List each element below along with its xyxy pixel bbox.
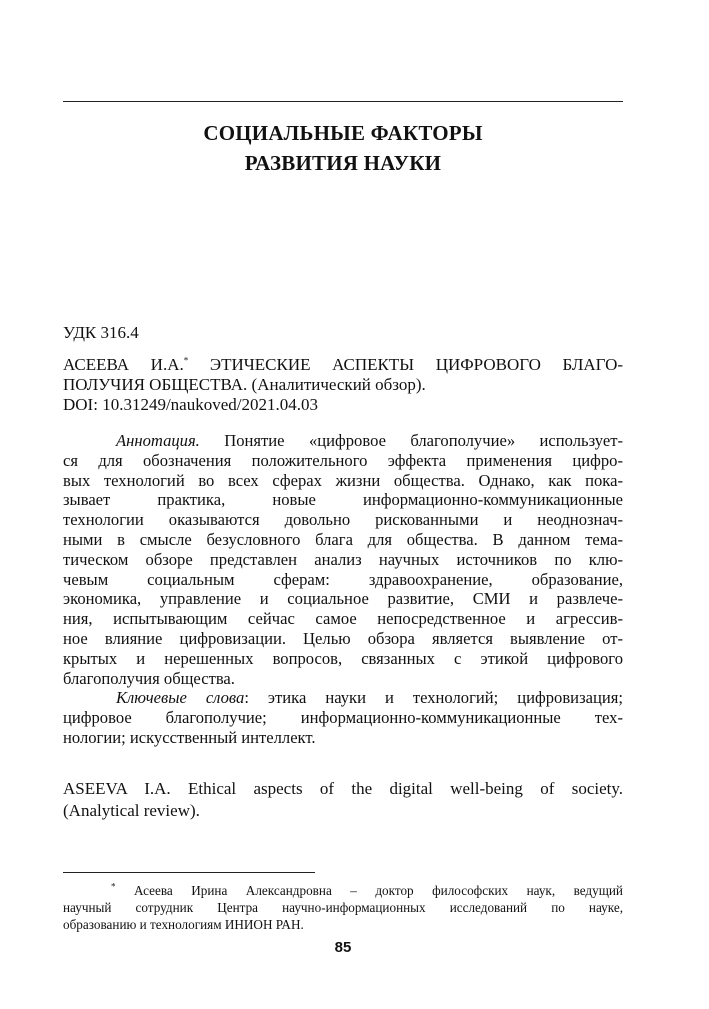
abstract-line: [63, 431, 623, 451]
english-title: [63, 778, 623, 822]
abstract-line: крытых и нерешенных вопросов, связанных с этикой цифрового: [63, 648, 623, 668]
footnote: [63, 882, 623, 933]
english-title-line-2: (Analytical review).: [63, 801, 200, 820]
english-title-line-1: ASEEVA I.A. Ethical aspects of the digital well-being of society.: [63, 779, 623, 798]
abstract-line: ными в смысле безусловного блага для общества. В данном тема-: [63, 529, 623, 549]
abstract-first-line-text: Понятие «цифровое благополучие» использует-: [224, 431, 623, 450]
abstract: [63, 431, 623, 748]
article-heading: [63, 355, 623, 415]
footnote-line: [63, 882, 623, 899]
abstract-line: ния, испытывающим сейчас самое непосредственное и агрессив-: [63, 609, 623, 629]
keywords-line: нологии; искусственный интеллект.: [63, 727, 316, 747]
article-title-part-1: ЭТИЧЕСКИЕ АСПЕКТЫ ЦИФРОВОГО БЛАГО-: [209, 355, 624, 374]
footnote-marker: *: [111, 881, 116, 892]
author-footnote-marker: *: [183, 355, 189, 366]
abstract-line: ное влияние цифровизации. Целью обзора является выявление от-: [63, 628, 623, 648]
section-title-line-2: РАЗВИТИЯ НАУКИ: [244, 151, 442, 175]
udk-code: УДК 316.4: [63, 323, 139, 342]
abstract-label: Аннотация.: [116, 431, 200, 450]
footnote-rule: [63, 872, 315, 873]
section-title-line-1: СОЦИАЛЬНЫЕ ФАКТОРЫ: [203, 121, 483, 145]
footnote-line: образованию и технологиям ИНИОН РАН.: [63, 917, 304, 932]
article-title-line-2: ПОЛУЧИЯ ОБЩЕСТВА. (Аналитический обзор).: [63, 375, 426, 394]
abstract-line: вых технологий во всех сферах жизни общества. Однако, как пока-: [63, 470, 623, 490]
abstract-line: ся для обозначения положительного эффекта применения цифро-: [63, 450, 623, 470]
abstract-line: экономика, управление и социальное развитие, СМИ и развлече-: [63, 589, 623, 609]
top-rule: [63, 101, 623, 102]
abstract-line: зывает практика, новые информационно-коммуникационные: [63, 490, 623, 510]
abstract-line: технологии оказываются довольно рискованными и неоднознач-: [63, 510, 623, 530]
keywords-first-line-text: : этика науки и технологий; цифровизация;: [244, 688, 623, 708]
abstract-line: чевым социальным сферам: здравоохранение, образование,: [63, 569, 623, 589]
keywords-line: цифровое благополучие; информационно-коммуникационные тех-: [63, 708, 623, 728]
section-title: [63, 118, 623, 178]
keywords-line: [63, 688, 623, 708]
article-doi: DOI: 10.31249/naukoved/2021.04.03: [63, 395, 318, 414]
article-author: АСЕЕВА И.А.: [63, 355, 184, 374]
page-number: 85: [334, 939, 352, 956]
abstract-line: тическом обзоре представлен анализ научных источников по клю-: [63, 549, 623, 569]
abstract-line: благополучия общества.: [63, 668, 235, 688]
keywords-label: Ключевые слова: [116, 688, 245, 708]
footnote-first-line-text: Асеева Ирина Александровна – доктор философских наук, ведущий: [133, 883, 623, 898]
footnote-line: научный сотрудник Центра научно-информационных исследований по науке,: [63, 900, 623, 915]
article-title-line-1: [63, 355, 623, 375]
